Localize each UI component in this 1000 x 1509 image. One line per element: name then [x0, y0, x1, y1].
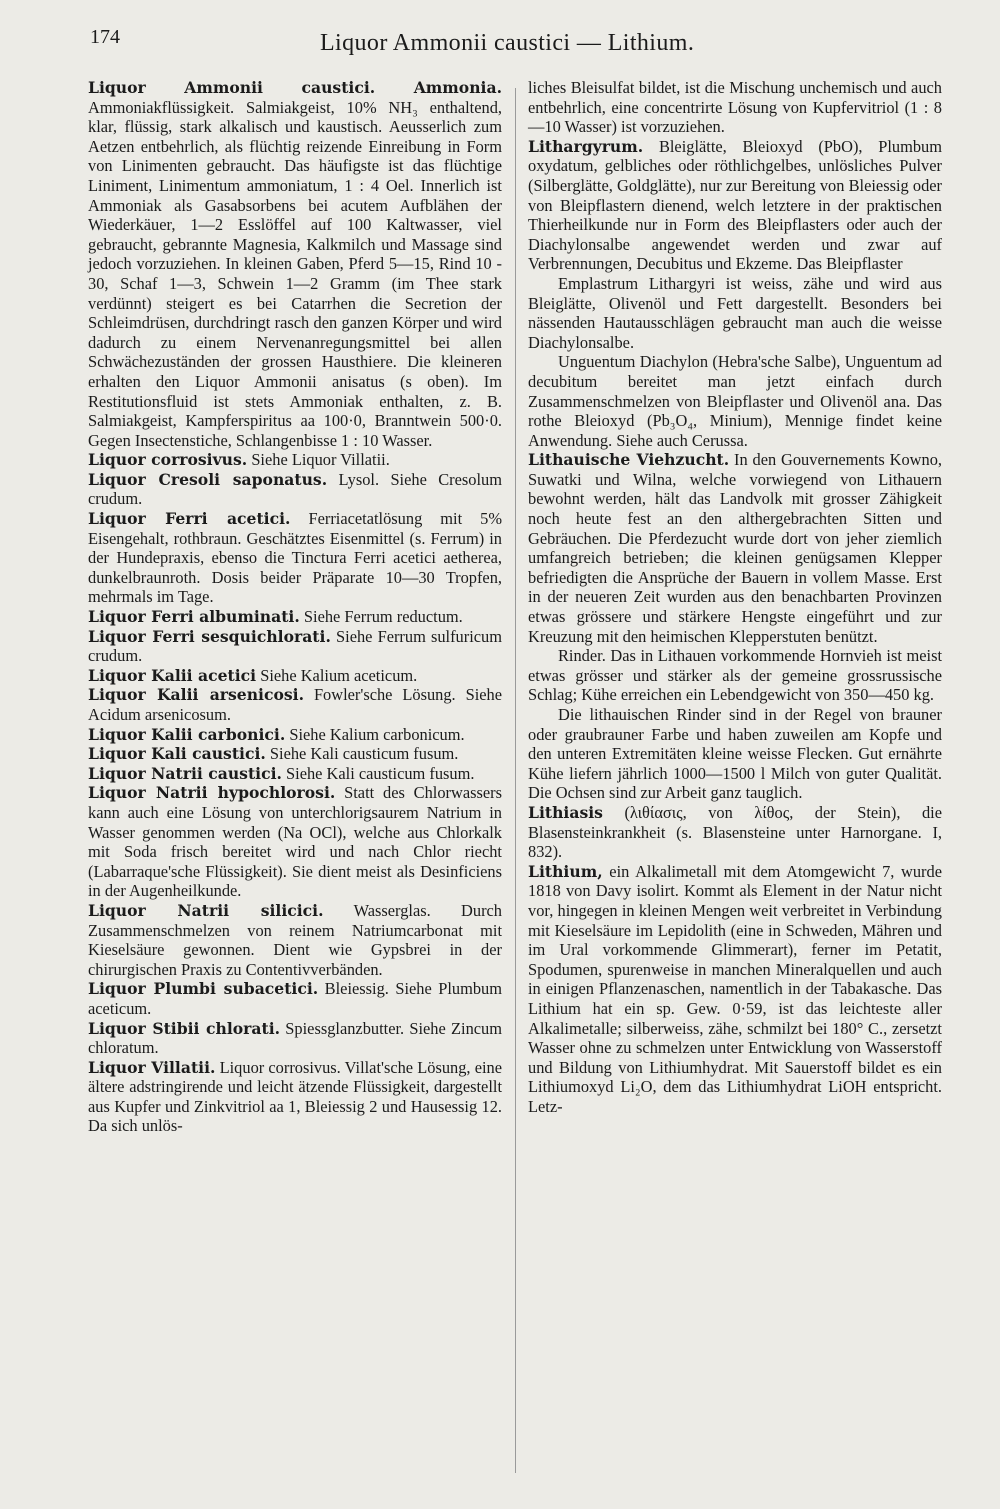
entry-headword: Lithauische Viehzucht. — [528, 450, 730, 470]
entry-headword: Liquor Stibii chlorati. — [88, 1018, 281, 1038]
entry-headword: Lithium, — [528, 861, 603, 881]
entry-lithium — [528, 862, 942, 1117]
paragraph-rinder: Rinder. Das in Lithauen vorkommende Hornvieh ist meist etwas grösser und stärker als der gemeine grossrussische Schlag; Kühe erreichen ein Lebendgewicht von 350—450 kg. — [528, 646, 942, 705]
entry-liquor-natrii-caustici — [88, 764, 502, 784]
entry-text: Siehe Kali causticum fusum. — [281, 763, 475, 783]
entry-liquor-villatii — [88, 1058, 502, 1136]
entry-headword: Lithiasis — [528, 802, 603, 822]
left-column — [88, 78, 502, 1136]
entry-liquor-cresoli-saponatus — [88, 470, 502, 509]
entry-headword: Liquor Kali caustici. — [88, 744, 266, 764]
entry-text: Lysol. Siehe Cresolum crudum. — [88, 469, 502, 509]
entry-lithargyrum — [528, 137, 942, 274]
entry-lithiasis — [528, 803, 942, 862]
entry-text: Ammoniakflüssigkeit. Salmiakgeist, 10% NH₃ enthaltend, klar, flüssig, stark alkalisch und kaustisch. Aeusserlich zum Aetzen entbehrlich, als flüchtig reizende Einreibung in Form von Linimenten gebraucht. Das häufigste ist das flüchtige Liniment, Linimentum ammoniatum, 1 : 4 Oel. Innerlich ist Ammoniak als Gasabsorbens bei acutem Aufblähen der Wiederkäuer, 1—2 Esslöffel auf 100 Kaltwasser, viel gebraucht, gebrannte Magnesia, Kalkmilch und Massage sind jedoch vorzuziehen. In kleinen Gaben, Pferd 5—15, Rind 10 - 30, Schaf 1—3, Schwein 1—2 Gramm (im Thee stark verdünnt) steigert es bei Catarrhen die Secretion der Schleimdrüsen, durchdringt rasch den ganzen Körper und wird dadurch zu einem Nervenanregungsmittel bei allen Schwächezuständen der grossen Hausthiere. Die kleineren erhalten den Liquor Ammonii anisatus (s oben). Im Restitutionsfluid ist stets Ammoniak enthalten, z. B. Salmiakgeist, Kampferspiritus aa 100·0, Branntwein 500·0. Gegen Insectenstiche, Schlangenbisse 1 : 10 Wasser. — [88, 97, 502, 450]
entry-headword: Liquor Kalii acetici — [88, 665, 257, 685]
entry-lithauische-viehzucht — [528, 450, 942, 646]
entry-headword: Liquor Kalii arsenicosi. — [88, 685, 305, 705]
entry-text: (λιθίασις, von λίθος, der Stein), die Blasensteinkrankheit (s. Blasensteine unter Harnorgane. I, 832). — [528, 802, 942, 862]
entry-text: Siehe Ferrum sulfuricum crudum. — [88, 626, 502, 666]
entry-liquor-ammonii-caustici — [88, 78, 502, 450]
entry-liquor-ferri-albuminati — [88, 607, 502, 627]
entry-headword: Liquor corrosivus. — [88, 450, 248, 470]
entry-headword: Liquor Ferri sesquichlorati. — [88, 626, 331, 646]
entry-headword: Liquor Natrii hypochlorosi. — [88, 783, 336, 803]
right-column — [528, 78, 942, 1116]
entry-headword: Liquor Villatii. — [88, 1057, 216, 1077]
entry-liquor-plumbi-subacetici — [88, 979, 502, 1018]
entry-liquor-natrii-silicici — [88, 901, 502, 979]
entry-text: Fowler'sche Lösung. Siehe Acidum arsenicosum. — [88, 685, 502, 724]
entry-text: Ferriacetatlösung mit 5% Eisengehalt, rothbraun. Geschätztes Eisenmittel (s. Ferrum) in der Hundepraxis, ebenso die Tinctura Ferri acetici aetherea, dunkelbraunroth. Dosis beider Präparate 10—30 Tropfen, mehrmals im Tage. — [88, 509, 503, 607]
entry-text: Siehe Kalium carbonicum. — [285, 724, 465, 744]
entry-text: In den Gouvernements Kowno, Suwatki und Wilna, welche vorwiegend von Lithauern bewohnt werden, hält das Landvolk mit grosser Zähigkeit noch heute fest an den althergebrachten Sitten und Gebräuchen. Die Pferdezucht wurde dort von jeher ziemlich umfangreich betrieben; die kleinen genügsamen Klepper befriedigten die Ansprüche der Bauern in vollem Masse. Erst in der neueren Zeit wurden aus den benachbarten Provinzen etwas grössere und stärkere Hengste eingeführt und zur Kreuzung mit den heimischen Klepperstuten benützt. — [528, 450, 942, 646]
entry-text: Siehe Ferrum reductum. — [299, 607, 463, 627]
entry-headword: Liquor Ferri albuminati. — [88, 607, 300, 627]
entry-text: Bleiglätte, Bleioxyd (PbO), Plumbum oxydatum, gelbliches oder röthlichgelbes, unlösliches Pulver (Silberglätte, Goldglätte), nur zur Bereitung von Bleiessig oder von Bleipflastern dienend, welch letztere in der praktischen Thierheilkunde nur in Form des Bleipflasters oder auch der Diachylonsalbe angewendet werden und zwar auf Verbrennungen, Decubitus und Ekzeme. Das Bleipflaster — [528, 136, 942, 274]
entry-liquor-corrosivus — [88, 450, 502, 470]
entry-text: Spiessglanzbutter. Siehe Zincum chloratum. — [88, 1018, 502, 1058]
entry-text: Bleiessig. Siehe Plumbum aceticum. — [88, 979, 503, 1018]
continued-text: liches Bleisulfat bildet, ist die Mischung unchemisch und auch entbehrlich, eine concentrirte Lösung von Kupfervitriol (1 : 8—10 Wasser) ist vorzuziehen. — [528, 78, 942, 137]
entry-liquor-ferri-acetici — [88, 509, 502, 607]
entry-headword: Liquor Plumbi subacetici. — [88, 979, 319, 999]
entry-text: Wasserglas. Durch Zusammenschmelzen von reinem Natriumcarbonat mit Kieselsäure gewonnen. Dient wie Gypsbrei in der chirurgischen Praxis zu Contentivverbänden. — [88, 900, 502, 979]
entry-liquor-kalii-acetici — [88, 666, 502, 686]
entry-text: Statt des Chlorwassers kann auch eine Lösung von unterchlorigsaurem Natrium in Wasser genommen werden (Na OCl), welche aus Chlorkalk mit Soda frisch bereitet wird und nach Chlor riecht (Labarraque'sche Flüssigkeit). Sie dient meist als Desinficiens in der Augenheilkunde. — [88, 783, 502, 901]
entry-headword: Lithargyrum. — [528, 136, 644, 156]
running-head: Liquor Ammonii caustici — Lithium. — [320, 30, 695, 56]
entry-liquor-stibii-chlorati — [88, 1019, 502, 1058]
paragraph-emplastrum-lithargyri: Emplastrum Lithargyri ist weiss, zähe und wird aus Bleiglätte, Olivenöl und Fett dargestellt. Besonders bei nässenden Hautausschlägen gebraucht man auch die weisse Diachylonsalbe. — [528, 273, 942, 352]
paragraph-unguentum-diachylon: Unguentum Diachylon (Hebra'sche Salbe), Unguentum ad decubitum bereitet man jetzt einfach durch Zusammenschmelzen von Bleipflaster und Olivenöl ana. Das rothe Bleioxyd (Pb₃O₄, Minium), Mennige findet keine Anwendung. Siehe auch Cerussa. — [528, 352, 942, 450]
entry-liquor-kalii-arsenicosi — [88, 685, 502, 724]
entry-text: ein Alkalimetall mit dem Atomgewicht 7, wurde 1818 von Davy isolirt. Kommt als Element in der Natur nicht vor, hingegen in kleinen Mengen weit verbreitet in Verbindung mit Kieselsäure im Lepidolith (eine in Schweden, Mähren und im Ural vorkommende Glimmerart), ferner im Petatit, Spodumen, spurenweise in manchen Mineralquellen und auch in einigen Pflanzenaschen, namentlich in der Tabakasche. Das Lithium hat ein sp. Gew. 0·59, ist das leichteste aller Alkalimetalle; silberweiss, zähe, schmilzt bei 180° C., zersetzt Wasser ohne zu schmelzen unter Entwicklung von Wasserstoff und Bildung von Lithiumhydrat. Mit Sauerstoff bildet es ein Lithiumoxyd Li₂O, dem das Lithiumhydrat LiOH entspricht. Letz- — [528, 861, 942, 1116]
entry-liquor-natrii-hypochlorosi — [88, 783, 502, 901]
entry-text: Siehe Liquor Villatii. — [247, 450, 390, 470]
entry-liquor-kali-caustici — [88, 744, 502, 764]
paragraph-lithauische-rinder: Die lithauischen Rinder sind in der Regel von brauner oder graubrauner Farbe und haben zuweilen am Kopfe und den unteren Extremitäten kleine weisse Flecken. Gut ernährte Kühe liefern jährlich 1000—1500 l Milch von guter Qualität. Die Ochsen sind zur Arbeit ganz tauglich. — [528, 705, 942, 803]
entry-liquor-kalii-carbonici — [88, 725, 502, 745]
entry-headword: Liquor Natrii caustici. — [88, 763, 282, 783]
entry-text: Liquor corrosivus. Villat'sche Lösung, eine ältere adstringirende und leicht ätzende Flüssigkeit, dargestellt aus Kupfer und Zinkvitriol aa 1, Bleiessig 2 und Hausessig 12. Da sich unlös- — [88, 1057, 502, 1136]
entry-headword: Liquor Ammonii caustici. Ammonia. — [88, 78, 502, 97]
entry-text: Siehe Kali causticum fusum. — [265, 744, 459, 764]
entry-headword: Liquor Kalii carbonici. — [88, 724, 286, 744]
entry-liquor-ferri-sesquichlorati — [88, 627, 502, 666]
entry-headword: Liquor Natrii silicici. — [88, 900, 324, 920]
entry-headword: Liquor Ferri acetici. — [88, 509, 291, 529]
column-rule — [515, 88, 516, 1473]
entry-headword: Liquor Cresoli saponatus. — [88, 469, 328, 489]
entry-text: Siehe Kalium aceticum. — [256, 665, 418, 685]
page-number: 174 — [90, 26, 120, 48]
